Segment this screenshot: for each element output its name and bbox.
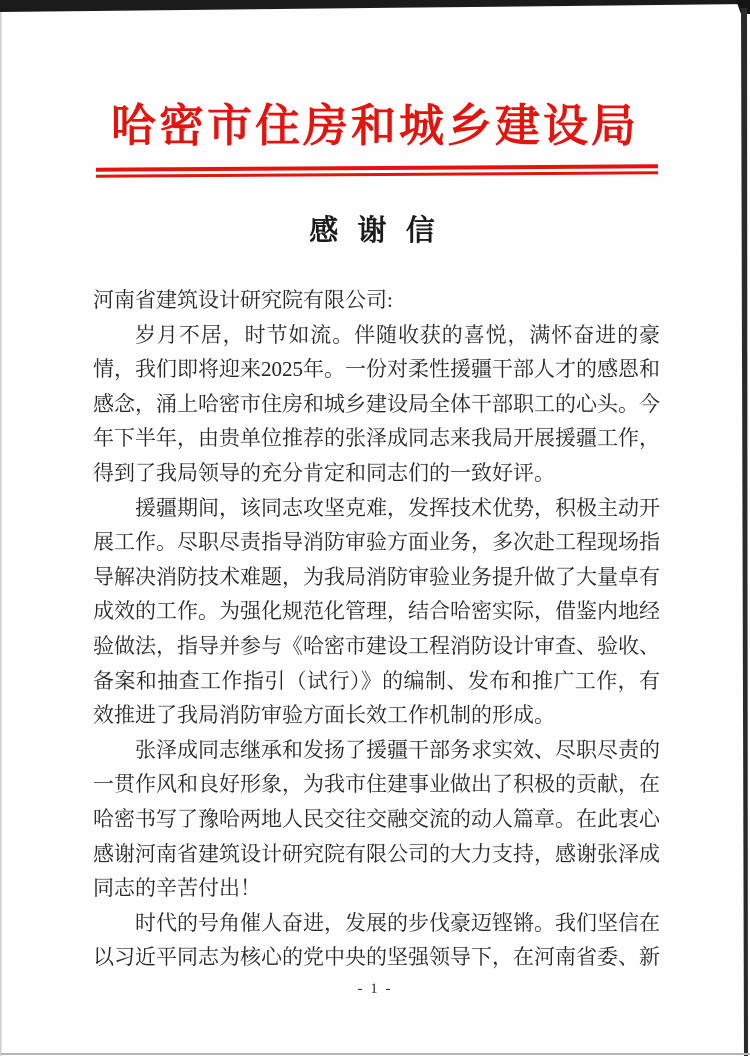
paragraph-4: 时代的号角催人奋进，发展的步伐豪迈铿锵。我们坚信在以习近平同志为核心的党中央的坚强领导下，在河南省委、新 (93, 910, 660, 970)
paragraph-2: 援疆期间，该同志攻坚克难，发挥技术优势，积极主动开展工作。尽职尽责指导消防审验方面业务，多次赴工程现场指导解决消防技术难题，为我局消防审验业务提升做了大量卓有成效的工作。为强化规范化管理，结合哈密实际，借鉴内地经验做法，指导并参与《哈密市建设工程消防设计审查、验收、备案和抽查工作指引（试行）》的编制、发布和推广工作，有效推进了我局消防审验方面长效工作机制的形成。 (93, 495, 660, 728)
salutation: 河南省建筑设计研究院有限公司: (93, 288, 393, 312)
letterhead-title: 哈密市住房和城乡建设局 (110, 101, 639, 151)
paragraph-1: 岁月不居，时节如流。伴随收获的喜悦，满怀奋进的豪情，我们即将迎来2025年。一份对柔性援疆干部人才的感恩和感念，涌上哈密市住房和城乡建设局全体干部职工的心头。今年下半年，由贵单位推荐的张泽成同志来我局开展援疆工作，得到了我局领导的充分肯定和同志们的一致好评。 (93, 322, 660, 485)
paragraph-3: 张泽成同志继承和发扬了援疆干部务求实效、尽职尽责的一贯作风和良好形象，为我市住建事业做出了积极的贡献，在哈密书写了豫哈两地人民交往交融交流的动人篇章。在此衷心感谢河南省建筑设计研究院有限公司的大力支持，感谢张泽成同志的辛苦付出！ (93, 737, 660, 901)
document-title: 感 谢 信 (309, 215, 441, 247)
page-number: - 1 - (357, 981, 393, 997)
letterhead-double-rule (96, 164, 658, 177)
letter-body (93, 283, 660, 979)
